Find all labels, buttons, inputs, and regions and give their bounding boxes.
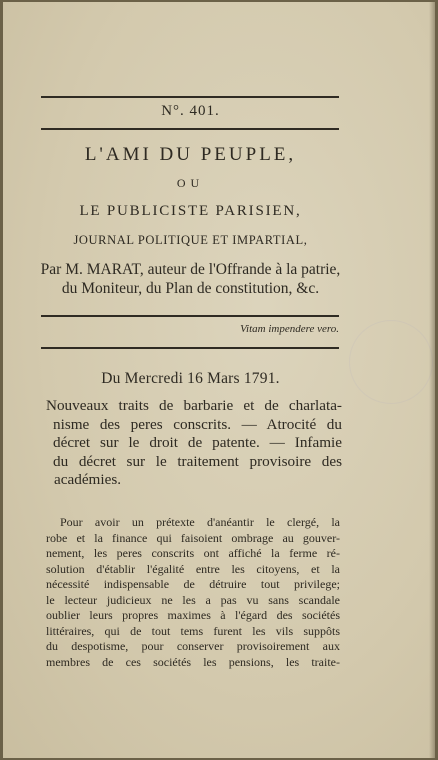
author-line-1: Par M. MARAT, auteur de l'Offrande à la patrie, <box>40 261 341 278</box>
author-line-2: du Moniteur, du Plan de constitution, &c. <box>61 280 320 297</box>
issue-rule <box>41 128 339 130</box>
summary-line: décret sur le droit de patente. — Infamie <box>53 434 342 452</box>
body-line: nement, les peres conscrits ont affiché la ferme ré- <box>46 546 340 560</box>
issue-number: N°. 401. <box>161 103 220 119</box>
body-line: du despotisme, pour conserver provisoirement aux <box>46 639 340 653</box>
issue-date: Du Mercredi 16 Mars 1791. <box>101 370 280 387</box>
newspaper-subtitle: LE PUBLICISTE PARISIEN, <box>79 203 302 219</box>
article-body <box>46 515 340 670</box>
title-connector: OU <box>176 176 205 190</box>
body-line: le lecteur judicieux ne les a pas vu sans scandale <box>46 592 340 607</box>
summary-line: du décret sur le traitement provisoire des <box>53 452 342 470</box>
motto-bottom-rule <box>41 347 339 349</box>
body-line: littéraires, qui de tout tems furent les vils suppôts <box>46 623 340 638</box>
library-stamp <box>349 320 433 404</box>
document-page <box>3 2 435 758</box>
journal-description: JOURNAL POLITIQUE ET IMPARTIAL, <box>73 233 308 247</box>
top-rule <box>41 96 339 98</box>
body-line: membres de ces sociétés les pensions, les traite- <box>46 654 340 669</box>
newspaper-title: L'AMI DU PEUPLE, <box>84 144 297 165</box>
body-line: solution d'établir l'égalité entre les citoyens, et la <box>46 561 340 576</box>
body-line: robe et la finance qui faisoient ombrage au gouver- <box>46 530 340 545</box>
summary-line: nisme des peres conscrits. — Atrocité du <box>53 415 342 433</box>
summary-line: académies. <box>54 471 122 489</box>
body-line: Pour avoir un prétexte d'anéantir le clergé, la <box>60 515 340 529</box>
summary-line: Nouveaux traits de barbarie et de charlata- <box>46 397 342 414</box>
issue-summary <box>46 397 342 490</box>
motto-top-rule <box>41 315 339 317</box>
body-line: nécessité indispensable de détruire tout privilege; <box>46 577 340 591</box>
motto: Vitam impendere vero. <box>240 323 339 335</box>
page-edge-shadow <box>429 2 435 758</box>
body-line: oublier leurs propres maximes à l'égard des sociétés <box>46 608 340 622</box>
